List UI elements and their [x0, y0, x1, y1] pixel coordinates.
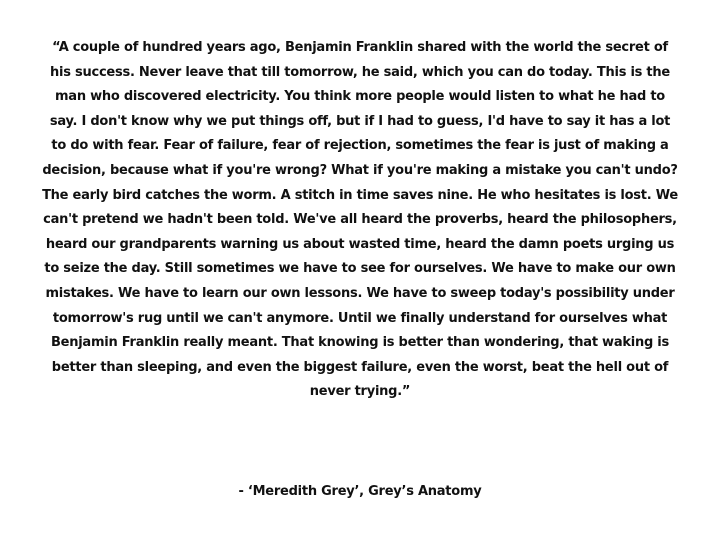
quote-text: “A couple of hundred years ago, Benjamin Franklin shared with the world the secret of his success. Never leave that till tomorrow, he said, which you can do today. This is the man who discovered electricity. You think more people would listen to what he had to say. I don't know why we put things off, but if I had to guess, I'd have to say it has a lot to do with fear. Fear of failure, fear of rejection, sometimes the fear is just of making a decision, because what if you're wrong? What if you're making a mistake you can't undo? The early bird catches the worm. A stitch in time saves nine. He who hesitates is lost. We can't pretend we hadn't been told. We've all heard the proverbs, heard the philosophers, heard our grandparents warning us about wasted time, heard the damn poets urging us to seize the day. Still sometimes we have to see for ourselves. We have to make our own mistakes. We have to learn our own lessons. We have to sweep today's possibility under tomorrow's rug until we can't anymore. Until we finally understand for ourselves what Benjamin Franklin really meant. That knowing is better than wondering, that waking is better than sleeping, and even the biggest failure, even the worst, beat the hell out of never trying.”	[42, 40, 678, 400]
quote-attribution: - ‘Meredith Grey’, Grey’s Anatomy	[238, 484, 482, 499]
